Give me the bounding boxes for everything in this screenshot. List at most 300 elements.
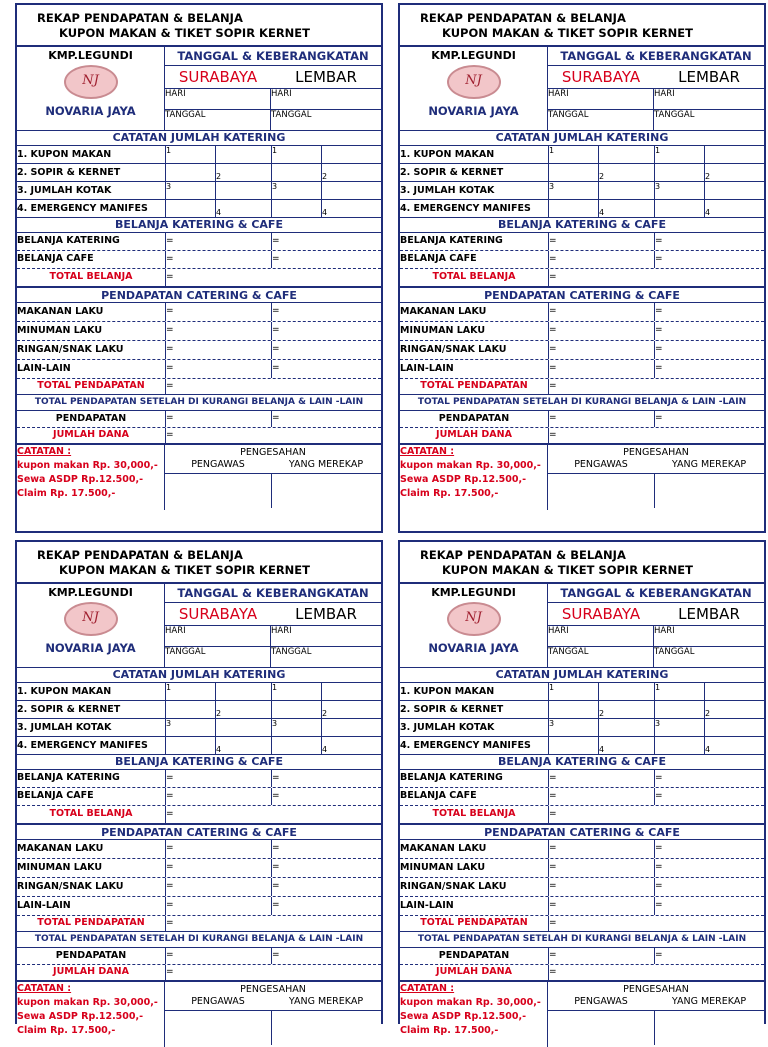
entry-value-field[interactable]: = xyxy=(271,788,381,805)
count-mark: 3 xyxy=(549,182,599,199)
net-pendapatan-field[interactable]: = xyxy=(654,948,764,964)
entry-label: RINGAN/SNAK LAKU xyxy=(17,881,124,892)
total-value-field[interactable]: = xyxy=(548,916,764,931)
spend-title: BELANJA KATERING & CAFE xyxy=(17,755,381,770)
count-row xyxy=(17,701,381,719)
entry-value-field[interactable]: = xyxy=(548,840,654,858)
company-name: NOVARIA JAYA xyxy=(428,641,519,655)
ship-block xyxy=(400,584,547,667)
count-row xyxy=(17,737,381,755)
count-row xyxy=(400,182,764,200)
ship-name: KMP.LEGUNDI xyxy=(431,586,516,599)
entry-value-field[interactable]: = xyxy=(165,233,271,250)
tanggal-label: TANGGAL xyxy=(654,110,695,120)
total-value-field[interactable]: = xyxy=(165,428,381,443)
tanggal-label: TANGGAL xyxy=(165,647,206,657)
entry-value-field[interactable]: = xyxy=(271,322,381,340)
entry-label: LAIN-LAIN xyxy=(400,900,454,911)
total-value-field[interactable]: = xyxy=(548,965,764,980)
hari-field-right[interactable] xyxy=(271,89,381,109)
notes-block xyxy=(400,982,547,1047)
approver-pengawas: PENGAWAS xyxy=(574,996,628,1007)
count-value-group[interactable] xyxy=(654,719,764,736)
tanggal-field-right[interactable] xyxy=(271,110,381,131)
count-value-group[interactable] xyxy=(654,701,764,718)
logo-text: NJ xyxy=(465,73,482,88)
approval-block xyxy=(164,982,381,1047)
entry-value-field[interactable]: = xyxy=(271,840,381,858)
count-value-group[interactable] xyxy=(271,719,381,736)
signature-perekap[interactable] xyxy=(655,474,764,508)
entry-value-field[interactable]: = xyxy=(548,303,654,321)
hari-field-right[interactable] xyxy=(271,626,381,646)
count-value-group[interactable] xyxy=(271,146,381,163)
entry-value-field[interactable]: = xyxy=(548,322,654,340)
count-item-label: 4. EMERGENCY MANIFES xyxy=(400,740,531,751)
count-mark xyxy=(322,182,381,199)
net-title: TOTAL PENDAPATAN SETELAH DI KURANGI BELANJA & LAIN -LAIN xyxy=(17,932,381,948)
total-value-field[interactable]: = xyxy=(548,379,764,394)
note-line: Claim Rp. 17.500,- xyxy=(400,488,499,499)
entry-row xyxy=(400,233,764,251)
count-row xyxy=(17,164,381,182)
date-header: TANGGAL & KEBERANGKATAN xyxy=(165,47,381,66)
hari-field-right[interactable] xyxy=(654,626,764,646)
count-mark: 3 xyxy=(655,182,705,199)
count-mark: 2 xyxy=(599,709,605,718)
tanggal-label: TANGGAL xyxy=(165,110,206,120)
total-label: TOTAL PENDAPATAN xyxy=(37,917,145,928)
count-value-group[interactable] xyxy=(548,164,654,181)
total-value-field[interactable]: = xyxy=(165,965,381,980)
count-mark xyxy=(655,164,705,181)
entry-value-field[interactable]: = xyxy=(165,303,271,321)
net-pendapatan-row xyxy=(400,411,764,428)
form-title-line2: KUPON MAKAN & TIKET SOPIR KERNET xyxy=(442,563,694,577)
net-pendapatan-field[interactable]: = xyxy=(271,411,381,427)
hari-field-left[interactable] xyxy=(548,626,654,646)
entry-row xyxy=(17,859,381,878)
entry-row xyxy=(400,788,764,806)
entry-label: BELANJA CAFE xyxy=(17,253,94,264)
note-line: Claim Rp. 17.500,- xyxy=(17,1025,116,1036)
form-header xyxy=(400,5,764,47)
count-value-group[interactable] xyxy=(654,200,764,217)
company-name: NOVARIA JAYA xyxy=(45,641,136,655)
total-label: TOTAL BELANJA xyxy=(432,808,516,819)
count-value-group[interactable] xyxy=(271,701,381,718)
net-pendapatan-field[interactable]: = xyxy=(548,411,654,427)
entry-label: MAKANAN LAKU xyxy=(17,306,104,317)
net-pendapatan-label: PENDAPATAN xyxy=(55,950,127,961)
count-row xyxy=(17,719,381,737)
count-mark xyxy=(322,683,381,700)
count-value-group[interactable] xyxy=(165,701,271,718)
entry-label: MAKANAN LAKU xyxy=(400,306,487,317)
count-value-group[interactable] xyxy=(271,683,381,700)
count-mark: 3 xyxy=(549,719,599,736)
count-mark xyxy=(655,701,705,718)
net-title: TOTAL PENDAPATAN SETELAH DI KURANGI BELANJA & LAIN -LAIN xyxy=(400,395,764,411)
net-pendapatan-row xyxy=(400,948,764,965)
count-value-group[interactable] xyxy=(548,719,654,736)
company-logo xyxy=(64,602,118,636)
entry-row xyxy=(17,878,381,897)
signature-perekap[interactable] xyxy=(655,1011,764,1045)
entry-value-field[interactable]: = xyxy=(271,233,381,250)
count-mark: 2 xyxy=(322,172,328,181)
company-name: NOVARIA JAYA xyxy=(428,104,519,118)
company-logo xyxy=(447,602,501,636)
approval-block xyxy=(164,445,381,510)
count-mark xyxy=(166,164,216,181)
approver-perekap: YANG MEREKAP xyxy=(288,996,364,1007)
signature-pengawas[interactable] xyxy=(548,1011,655,1045)
hari-field-left[interactable] xyxy=(165,89,271,109)
date-header: TANGGAL & KEBERANGKATAN xyxy=(548,47,764,66)
notes-block xyxy=(17,445,164,510)
entry-value-field[interactable]: = xyxy=(654,770,764,787)
income-title: PENDAPATAN CATERING & CAFE xyxy=(400,824,764,840)
notes-title: CATATAN : xyxy=(17,446,72,457)
count-item-label: 2. SOPIR & KERNET xyxy=(17,704,121,715)
approval-block xyxy=(547,982,764,1047)
tanggal-field-right[interactable] xyxy=(654,647,764,668)
entry-value-field[interactable]: = xyxy=(271,770,381,787)
entry-value-field[interactable]: = xyxy=(548,788,654,805)
count-mark xyxy=(272,200,322,217)
entry-row xyxy=(400,303,764,322)
count-mark: 1 xyxy=(655,146,705,163)
entry-value-field[interactable]: = xyxy=(654,233,764,250)
approver-pengawas: PENGAWAS xyxy=(191,459,245,470)
origin-city: SURABAYA xyxy=(178,605,258,623)
total-label: TOTAL BELANJA xyxy=(432,271,516,282)
hari-label: HARI xyxy=(548,626,569,636)
total-label: TOTAL BELANJA xyxy=(49,808,133,819)
count-item-label: 3. JUMLAH KOTAK xyxy=(17,722,112,733)
entry-value-field[interactable]: = xyxy=(165,897,271,915)
total-row xyxy=(400,806,764,824)
tanggal-field-left[interactable] xyxy=(165,110,271,131)
count-mark: 2 xyxy=(705,709,711,718)
total-value-field[interactable]: = xyxy=(548,269,764,286)
count-value-group[interactable] xyxy=(165,182,271,199)
income-title: PENDAPATAN CATERING & CAFE xyxy=(17,287,381,303)
count-mark: 3 xyxy=(166,182,216,199)
notes-title: CATATAN : xyxy=(400,446,455,457)
tanggal-field-right[interactable] xyxy=(271,647,381,668)
count-value-group[interactable] xyxy=(548,200,654,217)
count-mark xyxy=(705,182,764,199)
count-mark xyxy=(272,737,322,754)
net-pendapatan-field[interactable]: = xyxy=(548,948,654,964)
spend-title: BELANJA KATERING & CAFE xyxy=(400,218,764,233)
net-pendapatan-field[interactable]: = xyxy=(165,411,271,427)
entry-value-field[interactable]: = xyxy=(654,897,764,915)
entry-label: RINGAN/SNAK LAKU xyxy=(400,881,507,892)
count-mark xyxy=(549,737,599,754)
count-value-group[interactable] xyxy=(271,182,381,199)
hari-label: HARI xyxy=(271,89,292,99)
entry-label: LAIN-LAIN xyxy=(17,363,71,374)
entry-value-field[interactable]: = xyxy=(654,341,764,359)
entry-value-field[interactable]: = xyxy=(165,859,271,877)
entry-label: MAKANAN LAKU xyxy=(400,843,487,854)
count-mark: 4 xyxy=(599,208,605,217)
entry-label: MINUMAN LAKU xyxy=(17,325,103,336)
entry-value-field[interactable]: = xyxy=(654,788,764,805)
entry-value-field[interactable]: = xyxy=(165,770,271,787)
hari-field-right[interactable] xyxy=(654,89,764,109)
total-label: TOTAL BELANJA xyxy=(49,271,133,282)
total-value-field[interactable]: = xyxy=(548,428,764,443)
total-value-field[interactable]: = xyxy=(165,269,381,286)
notes-title: CATATAN : xyxy=(400,983,455,994)
count-value-group[interactable] xyxy=(654,182,764,199)
entry-row xyxy=(17,233,381,251)
tanggal-label: TANGGAL xyxy=(548,647,589,657)
entry-value-field[interactable]: = xyxy=(165,341,271,359)
entry-label: LAIN-LAIN xyxy=(400,363,454,374)
net-pendapatan-label: PENDAPATAN xyxy=(438,413,510,424)
hari-label: HARI xyxy=(271,626,292,636)
hari-field-left[interactable] xyxy=(165,626,271,646)
form-title-line1: REKAP PENDAPATAN & BELANJA xyxy=(420,11,626,25)
net-pendapatan-row xyxy=(17,948,381,965)
catering-count-title: CATATAN JUMLAH KATERING xyxy=(400,131,764,146)
signature-perekap[interactable] xyxy=(272,1011,381,1045)
note-line: Sewa ASDP Rp.12.500,- xyxy=(400,1011,527,1022)
tanggal-field-left[interactable] xyxy=(548,647,654,668)
entry-value-field[interactable]: = xyxy=(165,251,271,268)
entry-row xyxy=(17,251,381,269)
entry-value-field[interactable]: = xyxy=(271,251,381,268)
count-item-label: 4. EMERGENCY MANIFES xyxy=(17,203,148,214)
tanggal-field-left[interactable] xyxy=(165,647,271,668)
note-line: kupon makan Rp. 30,000,- xyxy=(17,460,158,471)
total-label: JUMLAH DANA xyxy=(53,966,129,977)
entry-value-field[interactable]: = xyxy=(165,360,271,378)
count-mark: 1 xyxy=(272,146,322,163)
count-item-label: 1. KUPON MAKAN xyxy=(400,149,495,160)
entry-label: BELANJA CAFE xyxy=(400,253,477,264)
count-mark xyxy=(272,701,322,718)
entry-row xyxy=(17,770,381,788)
total-row xyxy=(400,379,764,395)
entry-value-field[interactable]: = xyxy=(654,322,764,340)
entry-value-field[interactable]: = xyxy=(654,251,764,268)
total-value-field[interactable]: = xyxy=(548,806,764,823)
recap-form-bottom-right xyxy=(398,540,766,1036)
signature-perekap[interactable] xyxy=(272,474,381,508)
entry-value-field[interactable]: = xyxy=(165,322,271,340)
count-value-group[interactable] xyxy=(548,701,654,718)
note-line: Claim Rp. 17.500,- xyxy=(17,488,116,499)
count-mark: 2 xyxy=(599,172,605,181)
approval-block xyxy=(547,445,764,510)
hari-label: HARI xyxy=(165,626,186,636)
total-value-field[interactable]: = xyxy=(165,379,381,394)
ship-name: KMP.LEGUNDI xyxy=(48,586,133,599)
entry-row xyxy=(400,859,764,878)
entry-value-field[interactable]: = xyxy=(548,897,654,915)
approver-pengawas: PENGAWAS xyxy=(191,996,245,1007)
entry-row xyxy=(400,840,764,859)
count-value-group[interactable] xyxy=(165,200,271,217)
hari-label: HARI xyxy=(654,89,675,99)
approver-pengawas: PENGAWAS xyxy=(574,459,628,470)
destination-city: LEMBAR xyxy=(295,605,357,623)
count-mark: 1 xyxy=(549,146,599,163)
entry-value-field[interactable]: = xyxy=(654,360,764,378)
entry-value-field[interactable]: = xyxy=(271,878,381,896)
ship-name: KMP.LEGUNDI xyxy=(431,49,516,62)
count-value-group[interactable] xyxy=(654,683,764,700)
entry-label: MINUMAN LAKU xyxy=(17,862,103,873)
count-mark xyxy=(272,164,322,181)
ship-name: KMP.LEGUNDI xyxy=(48,49,133,62)
company-logo xyxy=(447,65,501,99)
approval-title: PENGESAHAN xyxy=(240,447,306,458)
entry-value-field[interactable]: = xyxy=(271,859,381,877)
entry-value-field[interactable]: = xyxy=(654,840,764,858)
signature-pengawas[interactable] xyxy=(548,474,655,508)
entry-value-field[interactable]: = xyxy=(548,360,654,378)
entry-row xyxy=(400,878,764,897)
entry-row xyxy=(17,897,381,916)
tanggal-field-left[interactable] xyxy=(548,110,654,131)
count-value-group[interactable] xyxy=(271,737,381,754)
hari-label: HARI xyxy=(548,89,569,99)
entry-value-field[interactable]: = xyxy=(271,360,381,378)
total-row xyxy=(17,806,381,824)
entry-value-field[interactable]: = xyxy=(654,303,764,321)
count-mark xyxy=(599,719,654,736)
count-row xyxy=(400,164,764,182)
count-item-label: 2. SOPIR & KERNET xyxy=(17,167,121,178)
count-row xyxy=(400,737,764,755)
hari-field-left[interactable] xyxy=(548,89,654,109)
count-mark: 4 xyxy=(216,745,222,754)
entry-value-field[interactable]: = xyxy=(548,233,654,250)
total-value-field[interactable]: = xyxy=(165,806,381,823)
entry-value-field[interactable]: = xyxy=(548,859,654,877)
approval-title: PENGESAHAN xyxy=(240,984,306,995)
entry-row xyxy=(400,251,764,269)
count-mark: 3 xyxy=(272,182,322,199)
net-pendapatan-field[interactable]: = xyxy=(654,411,764,427)
form-title-line1: REKAP PENDAPATAN & BELANJA xyxy=(37,11,243,25)
logo-text: NJ xyxy=(82,610,99,625)
count-value-group[interactable] xyxy=(165,737,271,754)
entry-value-field[interactable]: = xyxy=(165,840,271,858)
entry-value-field[interactable]: = xyxy=(548,770,654,787)
entry-value-field[interactable]: = xyxy=(548,341,654,359)
date-route-block xyxy=(164,47,381,130)
count-value-group[interactable] xyxy=(548,182,654,199)
note-line: kupon makan Rp. 30,000,- xyxy=(400,997,541,1008)
count-mark xyxy=(549,200,599,217)
count-mark: 1 xyxy=(166,146,216,163)
income-title: PENDAPATAN CATERING & CAFE xyxy=(17,824,381,840)
count-value-group[interactable] xyxy=(654,146,764,163)
count-mark xyxy=(705,719,764,736)
entry-value-field[interactable]: = xyxy=(271,303,381,321)
entry-value-field[interactable]: = xyxy=(548,878,654,896)
notes-block xyxy=(400,445,547,510)
destination-city: LEMBAR xyxy=(678,68,740,86)
net-pendapatan-label: PENDAPATAN xyxy=(438,950,510,961)
entry-row xyxy=(400,897,764,916)
form-title-line2: KUPON MAKAN & TIKET SOPIR KERNET xyxy=(442,26,694,40)
total-row xyxy=(400,269,764,287)
net-pendapatan-field[interactable]: = xyxy=(271,948,381,964)
count-value-group[interactable] xyxy=(548,737,654,754)
note-line: Sewa ASDP Rp.12.500,- xyxy=(17,474,144,485)
count-item-label: 4. EMERGENCY MANIFES xyxy=(400,203,531,214)
total-row xyxy=(17,379,381,395)
entry-value-field[interactable]: = xyxy=(654,878,764,896)
count-value-group[interactable] xyxy=(271,164,381,181)
count-value-group[interactable] xyxy=(548,146,654,163)
origin-city: SURABAYA xyxy=(178,68,258,86)
entry-value-field[interactable]: = xyxy=(548,251,654,268)
ship-block xyxy=(17,584,164,667)
count-value-group[interactable] xyxy=(654,164,764,181)
signature-pengawas[interactable] xyxy=(165,1011,272,1045)
company-name: NOVARIA JAYA xyxy=(45,104,136,118)
entry-value-field[interactable]: = xyxy=(271,341,381,359)
entry-value-field[interactable]: = xyxy=(654,859,764,877)
count-mark: 3 xyxy=(272,719,322,736)
total-label: JUMLAH DANA xyxy=(436,429,512,440)
net-pendapatan-field[interactable]: = xyxy=(165,948,271,964)
recap-form-top-left xyxy=(15,3,383,533)
entry-row xyxy=(17,341,381,360)
count-value-group[interactable] xyxy=(165,146,271,163)
count-value-group[interactable] xyxy=(271,200,381,217)
count-value-group[interactable] xyxy=(654,737,764,754)
entry-value-field[interactable]: = xyxy=(165,788,271,805)
catering-count-title: CATATAN JUMLAH KATERING xyxy=(17,131,381,146)
total-value-field[interactable]: = xyxy=(165,916,381,931)
total-label: TOTAL PENDAPATAN xyxy=(420,917,528,928)
entry-row xyxy=(17,360,381,379)
count-value-group[interactable] xyxy=(165,683,271,700)
count-item-label: 4. EMERGENCY MANIFES xyxy=(17,740,148,751)
count-mark: 4 xyxy=(599,745,605,754)
count-value-group[interactable] xyxy=(548,683,654,700)
entry-value-field[interactable]: = xyxy=(165,878,271,896)
destination-city: LEMBAR xyxy=(678,605,740,623)
count-mark xyxy=(322,146,381,163)
entry-value-field[interactable]: = xyxy=(271,897,381,915)
signature-pengawas[interactable] xyxy=(165,474,272,508)
count-mark: 3 xyxy=(166,719,216,736)
spend-title: BELANJA KATERING & CAFE xyxy=(17,218,381,233)
count-value-group[interactable] xyxy=(165,719,271,736)
entry-label: BELANJA KATERING xyxy=(400,772,503,783)
count-mark xyxy=(216,719,271,736)
entry-row xyxy=(400,360,764,379)
tanggal-field-right[interactable] xyxy=(654,110,764,131)
recap-form-bottom-left xyxy=(15,540,383,1036)
total-row xyxy=(17,269,381,287)
count-mark: 1 xyxy=(655,683,705,700)
total-label: TOTAL PENDAPATAN xyxy=(420,380,528,391)
count-value-group[interactable] xyxy=(165,164,271,181)
